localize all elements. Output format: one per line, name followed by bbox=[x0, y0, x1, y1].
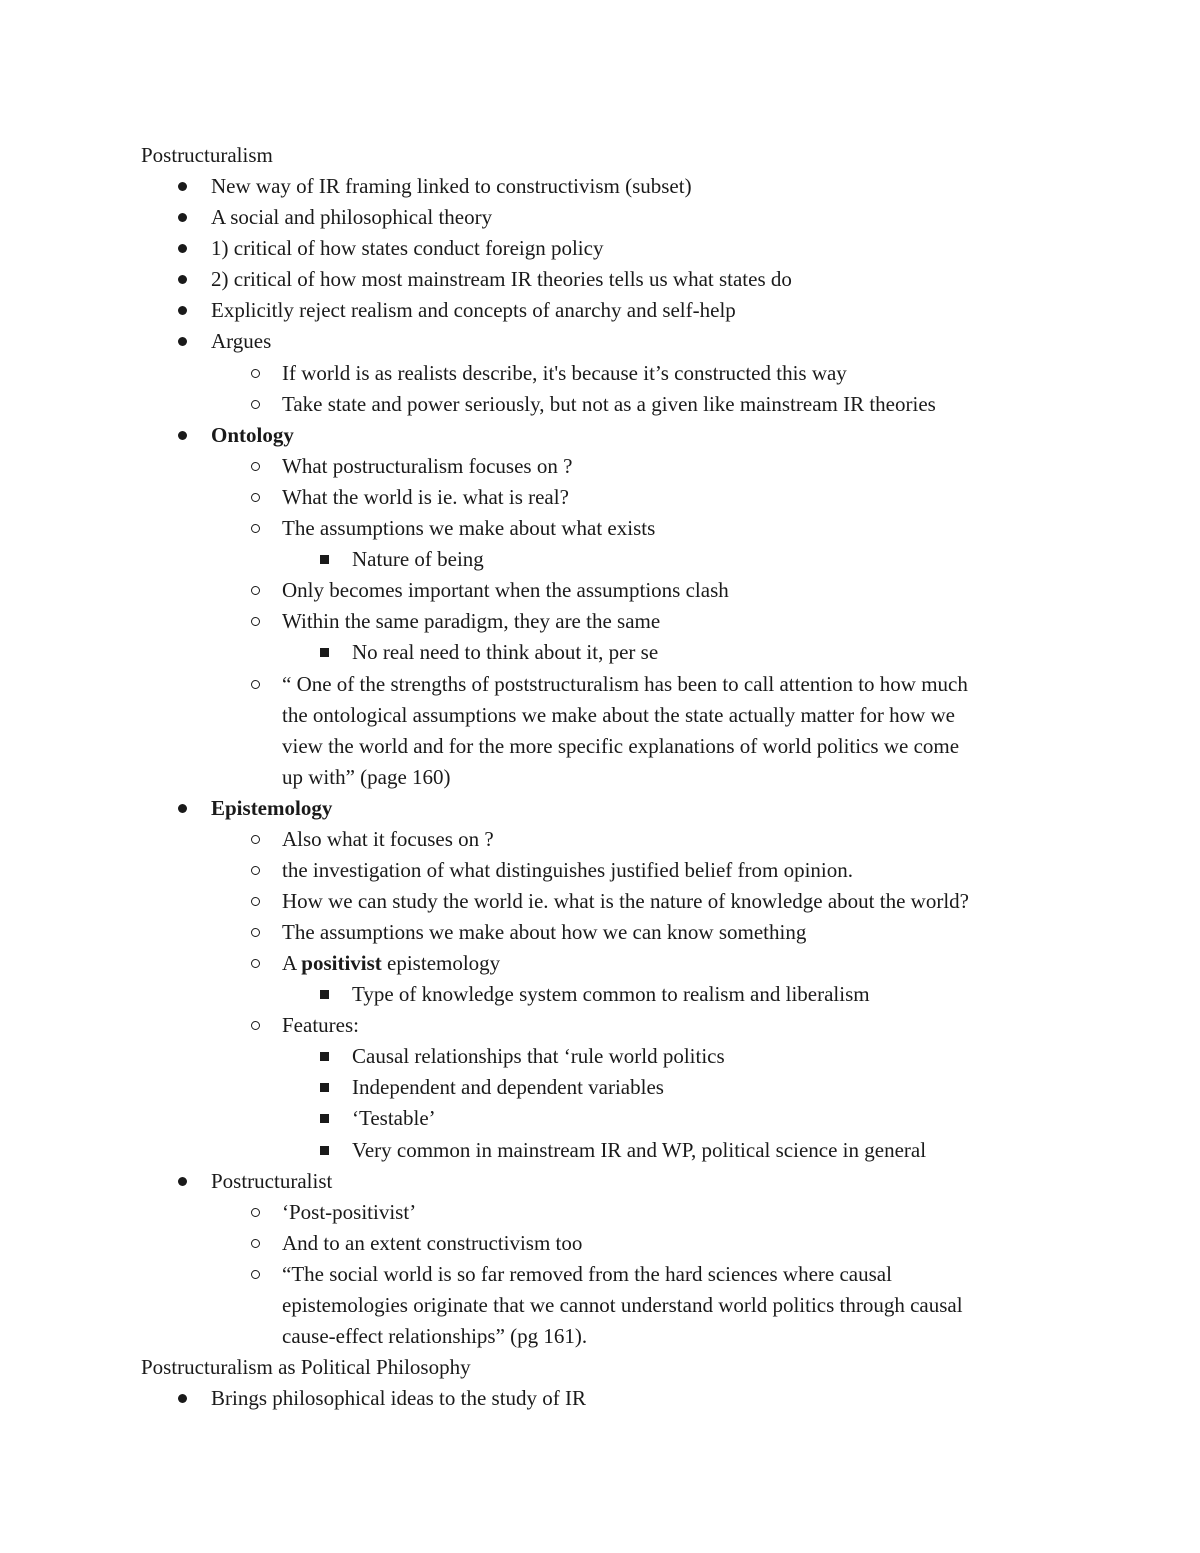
quote-continuation: view the world and for the more specific explanations of world politics we come bbox=[282, 734, 960, 758]
hollow-bullet-icon bbox=[251, 617, 260, 626]
square-bullet-icon bbox=[320, 1114, 329, 1123]
square-bullet-icon bbox=[320, 1052, 329, 1061]
square-bullet-icon bbox=[320, 990, 329, 999]
hollow-bullet-icon bbox=[251, 1021, 260, 1030]
square-bullet-icon bbox=[320, 648, 329, 657]
bullet-icon bbox=[178, 337, 187, 346]
bullet-icon bbox=[178, 275, 187, 284]
hollow-bullet-icon bbox=[251, 369, 260, 378]
hollow-bullet-icon bbox=[251, 400, 260, 409]
quote-continuation: up with” (page 160) bbox=[282, 765, 451, 789]
square-bullet-icon bbox=[320, 555, 329, 564]
bullet-icon bbox=[178, 804, 187, 813]
hollow-bullet-icon bbox=[251, 493, 260, 502]
bullet-icon bbox=[178, 1177, 187, 1186]
hollow-bullet-icon bbox=[251, 959, 260, 968]
quote-continuation: epistemologies originate that we cannot understand world politics through causal bbox=[282, 1293, 963, 1317]
bullet-icon bbox=[178, 431, 187, 440]
bullet-icon bbox=[178, 244, 187, 253]
hollow-bullet-icon bbox=[251, 680, 260, 689]
hollow-bullet-icon bbox=[251, 462, 260, 471]
quote-continuation: cause-effect relationships” (pg 161). bbox=[282, 1324, 588, 1348]
hollow-bullet-icon bbox=[251, 524, 260, 533]
quote-continuation: the ontological assumptions we make about the state actually matter for how we bbox=[282, 703, 955, 727]
square-bullet-icon bbox=[320, 1146, 329, 1155]
hollow-bullet-icon bbox=[251, 1208, 260, 1217]
bullet-icon bbox=[178, 1394, 187, 1403]
hollow-bullet-icon bbox=[251, 1239, 260, 1248]
hollow-bullet-icon bbox=[251, 1270, 260, 1279]
hollow-bullet-icon bbox=[251, 586, 260, 595]
bullet-icon bbox=[178, 182, 187, 191]
document-page: Postructuralism New way of IR framing linked to constructivism (subset) A social and philosophical theory 1) critical of how states conduct foreign policy 2) critical of how most mainstream IR theories tells us what states do Explicitly reject realism and concepts of anarchy and self-help Argues If world is as realists describe, it's because it’s constructed this way Take state and power seriously, but not as a given like mainstream IR theories Ontology What postructuralism focuses on ? What the world is ie. what is real? The assumptions we make about what exists Nature of being Only becomes important when the assumptions clash Within the same paradigm, they are the same No real need to think about it, per se “ One of the strengths of poststructuralism has been to call attention to how much the ontological assumptions we make about the state actually matter for how we view the world and for the more specific explanations of world politics we come up with” (page 160) Epistemology Also what it focuses on ? the investigation of what distinguishes justified belief from opinion. How we can study the world ie. what is the nature of knowledge about the world? The assumptions we make about how we can know something A positivist epistemology Type of knowledge system common to realism and liberalism Features: Causal relationships that ‘rule world politics Independent and dependent variables ‘Testable’ Very common in mainstream IR and WP, political science in general Postructuralist ‘Post-positivist’ And to an extent constructivism too “The social world is so far removed from the hard sciences where causal epistemologies originate that we cannot understand world politics through causal cause-effect relationships” (pg 161). Postructuralism as Political Philosophy Brings philosophical ideas to the study of IR bbox=[141, 143, 969, 1410]
hollow-bullet-icon bbox=[251, 928, 260, 937]
hollow-bullet-icon bbox=[251, 866, 260, 875]
hollow-bullet-icon bbox=[251, 835, 260, 844]
bullet-icon bbox=[178, 213, 187, 222]
bullet-icon bbox=[178, 306, 187, 315]
square-bullet-icon bbox=[320, 1083, 329, 1092]
hollow-bullet-icon bbox=[251, 897, 260, 906]
